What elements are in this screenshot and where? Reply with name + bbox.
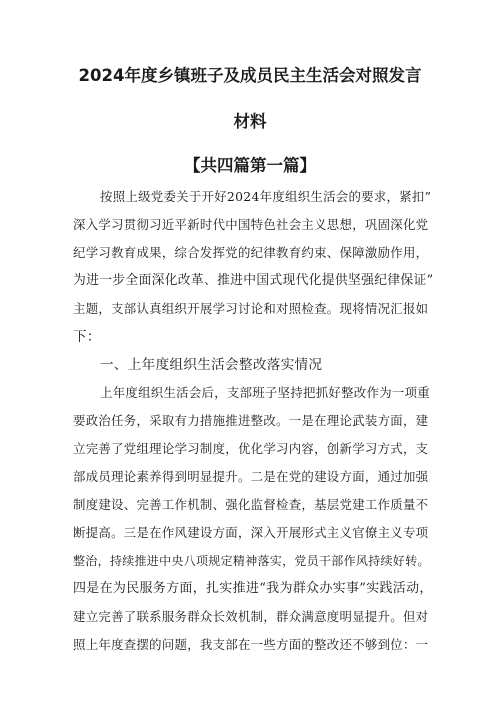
body-line: 部成员理论素养得到明显提升。二是在党的建设方面，通过加强 xyxy=(73,469,429,484)
body-line: 照上年度查摆的问题，我支部在一些方面的整改还不够到位：一 xyxy=(73,637,429,652)
body-line: 纪学习教育成果，综合发挥党的纪律教育约束、保障激励作用， xyxy=(73,245,429,260)
section-heading: 一、上年度组织生活会整改落实情况 xyxy=(100,357,323,373)
body-line: 按照上级党委关于开好2024年度组织生活会的要求，紧扣” xyxy=(100,189,432,204)
body-line: 下： xyxy=(73,329,101,345)
body-line: 四是在为民服务方面，扎实推进“我为群众办实事”实践活动， xyxy=(73,581,433,596)
body-line: 为进一步全面深化改革、推进中国式现代化提供坚强纪律保证” xyxy=(73,273,434,288)
body-line: 建立完善了联系服务群众长效机制，群众满意度明显提升。但对 xyxy=(73,609,429,624)
body-line: 制度建设、完善工作机制、强化监督检查，基层党建工作质量不 xyxy=(73,497,429,512)
document-title-continued: 材料 xyxy=(233,112,267,131)
body-line: 要政治任务，采取有力措施推进整改。一是在理论武装方面，建 xyxy=(73,413,429,428)
body-line: 深入学习贯彻习近平新时代中国特色社会主义思想，巩固深化党 xyxy=(73,217,429,232)
body-line: 断提高。三是在作风建设方面，深入开展形式主义官僚主义专项 xyxy=(73,525,429,540)
document-title: 2024年度乡镇班子及成员民主生活会对照发言 xyxy=(78,66,422,85)
body-line: 立完善了党组理论学习制度，优化学习内容，创新学习方式，支 xyxy=(73,441,429,456)
body-line: 整治，持续推进中央八项规定精神落实，党员干部作风持续好转。 xyxy=(73,554,430,568)
body-line: 上年度组织生活会后，支部班子坚持把抓好整改作为一项重 xyxy=(100,385,430,400)
document-subtitle: 【共四篇第一篇】 xyxy=(184,156,316,175)
body-line: 主题，支部认真组织开展学习讨论和对照检查。现将情况汇报如 xyxy=(73,301,429,316)
